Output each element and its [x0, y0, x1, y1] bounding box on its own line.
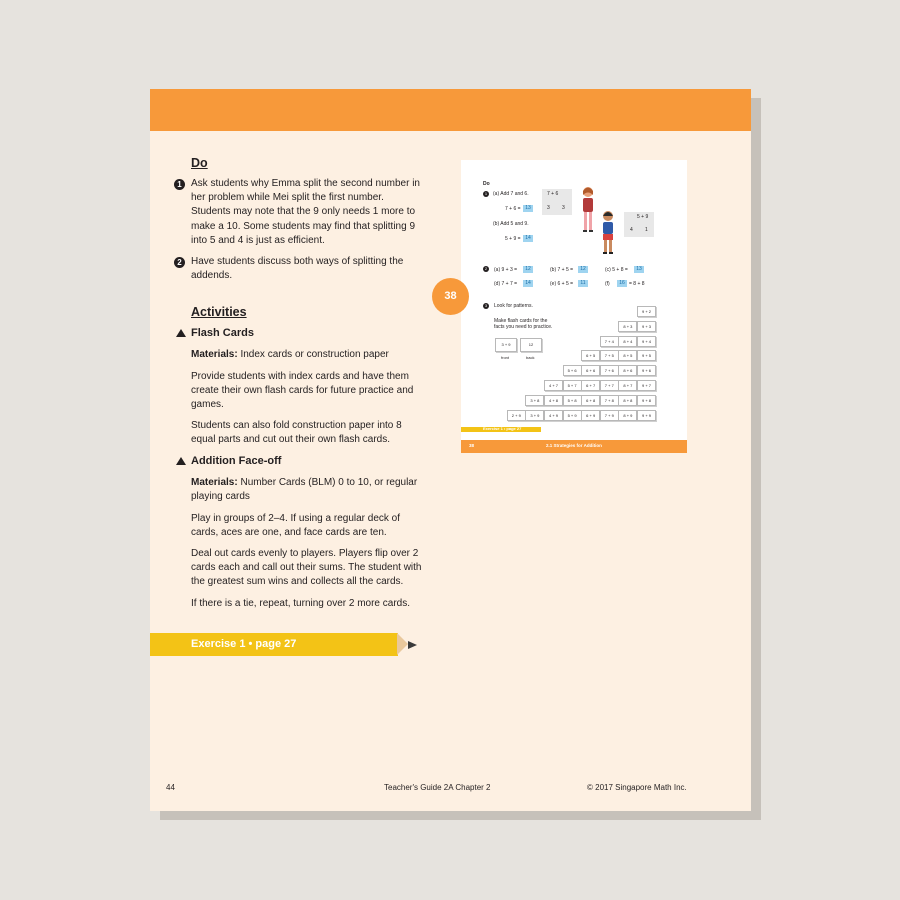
flash-cards-title: Flash Cards	[191, 327, 254, 339]
thumb-q2a-answer: 12	[523, 266, 533, 273]
flash-card: 5 + 9	[563, 410, 582, 421]
flash-card: 6 + 9	[581, 410, 600, 421]
activities-heading: Activities	[191, 305, 247, 319]
thumb-bond-2-top: 5 + 9	[637, 214, 649, 220]
faceoff-materials: Materials: Number Cards (BLM) 0 to 10, or regular playing cards	[191, 477, 418, 503]
flash-card: 5 + 8	[563, 395, 582, 406]
thumb-front-card: 3 + 9	[495, 338, 517, 352]
flash-card: 3 + 9	[525, 410, 544, 421]
flash-card: 9 + 7	[637, 380, 656, 391]
flash-card: 6 + 6	[581, 365, 600, 376]
faceoff-title: Addition Face-off	[191, 455, 282, 467]
pencil-tip	[397, 633, 408, 655]
thumb-bond-1-top: 7 + 6	[547, 191, 559, 197]
thumb-q1-number: 1	[484, 191, 488, 196]
pencil-lead	[408, 641, 417, 649]
flash-card: 4 + 9	[544, 410, 563, 421]
thumb-q3-intro: Look for patterns.	[494, 303, 533, 309]
flash-card: 4 + 7	[544, 380, 563, 391]
thumb-bond-2-left: 4	[630, 227, 633, 233]
thumb-q2d: (d) 7 + 7 =	[494, 281, 518, 287]
do-heading: Do	[191, 156, 208, 170]
footer-copyright: © 2017 Singapore Math Inc.	[587, 783, 687, 792]
flash-card: 2 + 9	[507, 410, 526, 421]
thumb-q2c-answer: 13	[634, 266, 644, 273]
thumb-back-card: 12	[520, 338, 542, 352]
flash-card: 9 + 8	[637, 395, 656, 406]
flash-card: 8 + 9	[618, 410, 637, 421]
thumb-q2e: (e) 6 + 5 =	[550, 281, 574, 287]
faceoff-paragraph-1: Play in groups of 2–4. If using a regular deck of cards, aces are one, and face cards are ten.	[191, 513, 401, 539]
thumb-q1a-eq: 7 + 6 =	[505, 206, 521, 212]
flash-card: 9 + 4	[637, 336, 656, 347]
faceoff-paragraph-2: Deal out cards evenly to players. Players flip over 2 cards each and call out their sums. The student with the greatest sum wins and collects all the cards.	[191, 548, 422, 588]
boy-illustration	[598, 210, 618, 256]
faceoff-paragraph-3: If there is a tie, repeat, turning over 2 more cards.	[191, 598, 410, 609]
thumb-q2f-label: (f)	[605, 281, 610, 287]
do-item-2-number: 2	[174, 257, 185, 268]
thumb-q3-instruction-2: facts you need to practice.	[494, 324, 553, 330]
thumb-footer-title: 2.1 Strategies for Addition	[546, 443, 602, 448]
flash-card: 7 + 9	[600, 410, 619, 421]
flash-card: 8 + 7	[618, 380, 637, 391]
do-item-1-text: Ask students why Emma split the second number in her problem while Mei split the first number. Students may note that the 9 only needs 1 more to make a 10. Some students may find that splitting 9 into 5 and 4 is just as efficient.	[191, 178, 420, 246]
flash-card: 9 + 5	[637, 350, 656, 361]
flash-card: 8 + 4	[618, 336, 637, 347]
flash-card: 9 + 2	[637, 306, 656, 317]
thumb-q1b: (b) Add 5 and 9.	[493, 221, 529, 227]
header-bar	[150, 89, 751, 131]
flash-card: 9 + 9	[637, 410, 656, 421]
thumb-q1a-answer: 13	[523, 205, 533, 212]
thumb-exercise-label: Exercise 1 • page 27	[483, 426, 522, 431]
thumb-footer-page: 38	[469, 443, 475, 448]
flash-card: 8 + 8	[618, 395, 637, 406]
thumb-q2b: (b) 7 + 5 =	[550, 267, 574, 273]
flash-card: 8 + 6	[618, 365, 637, 376]
flash-card: 7 + 8	[600, 395, 619, 406]
do-item-1-number: 1	[174, 179, 185, 190]
thumb-bond-1-right: 3	[562, 205, 565, 211]
flash-cards-paragraph-1: Provide students with index cards and have them create their own flash cards for future practice and games.	[191, 371, 414, 411]
thumb-bond-1-left: 3	[547, 205, 550, 211]
thumb-q1b-eq: 5 + 9 =	[505, 236, 521, 242]
flash-card: 6 + 8	[581, 395, 600, 406]
flash-cards-paragraph-2: Students can also fold construction paper into 8 equal parts and cut out their own flash cards.	[191, 420, 402, 446]
thumb-q2c: (c) 5 + 8 =	[605, 267, 628, 273]
thumb-q1b-answer: 14	[523, 235, 533, 242]
thumb-do-label: Do	[483, 181, 490, 187]
flash-card: 5 + 7	[563, 380, 582, 391]
page-badge: 38	[432, 278, 469, 315]
thumb-q2b-answer: 12	[578, 266, 588, 273]
thumb-q1a: (a) Add 7 and 6.	[493, 191, 529, 197]
flash-card: 3 + 8	[525, 395, 544, 406]
thumb-q3-instruction-1: Make flash cards for the	[494, 318, 548, 324]
thumb-q2d-answer: 14	[523, 280, 533, 287]
flash-card: 6 + 5	[581, 350, 600, 361]
thumb-q2e-answer: 11	[578, 280, 588, 287]
flash-card: 9 + 6	[637, 365, 656, 376]
flash-card: 7 + 5	[600, 350, 619, 361]
flash-card: 5 + 6	[563, 365, 582, 376]
do-item-2-text: Have students discuss both ways of splitting the addends.	[191, 256, 404, 282]
faceoff-bullet-icon	[176, 457, 186, 465]
flash-card: 9 + 3	[637, 321, 656, 332]
flash-card: 8 + 3	[618, 321, 637, 332]
flash-card: 6 + 7	[581, 380, 600, 391]
thumb-front-label: front	[501, 355, 510, 360]
flash-card: 7 + 6	[600, 365, 619, 376]
flash-card: 7 + 7	[600, 380, 619, 391]
footer-page-number: 44	[166, 783, 175, 792]
flash-card: 7 + 4	[600, 336, 619, 347]
thumb-bond-2-right: 1	[645, 227, 648, 233]
girl-illustration	[577, 186, 599, 234]
thumb-q3-number: 3	[484, 303, 488, 308]
flash-card: 8 + 5	[618, 350, 637, 361]
exercise-label: Exercise 1 • page 27	[191, 638, 297, 650]
flash-cards-materials: Materials: Index cards or construction paper	[191, 349, 389, 360]
thumb-q2a: (a) 9 + 3 =	[494, 267, 518, 273]
guide-page	[150, 89, 751, 811]
flash-card: 4 + 8	[544, 395, 563, 406]
textbook-thumbnail	[461, 160, 687, 453]
footer-guide-title: Teacher's Guide 2A Chapter 2	[384, 783, 491, 792]
flash-cards-bullet-icon	[176, 329, 186, 337]
thumb-q2-number: 2	[484, 266, 488, 271]
thumb-q2f-answer: 16	[617, 280, 627, 287]
thumb-back-label: back	[526, 355, 535, 360]
thumb-q2f-eq: = 8 + 8	[629, 281, 645, 287]
